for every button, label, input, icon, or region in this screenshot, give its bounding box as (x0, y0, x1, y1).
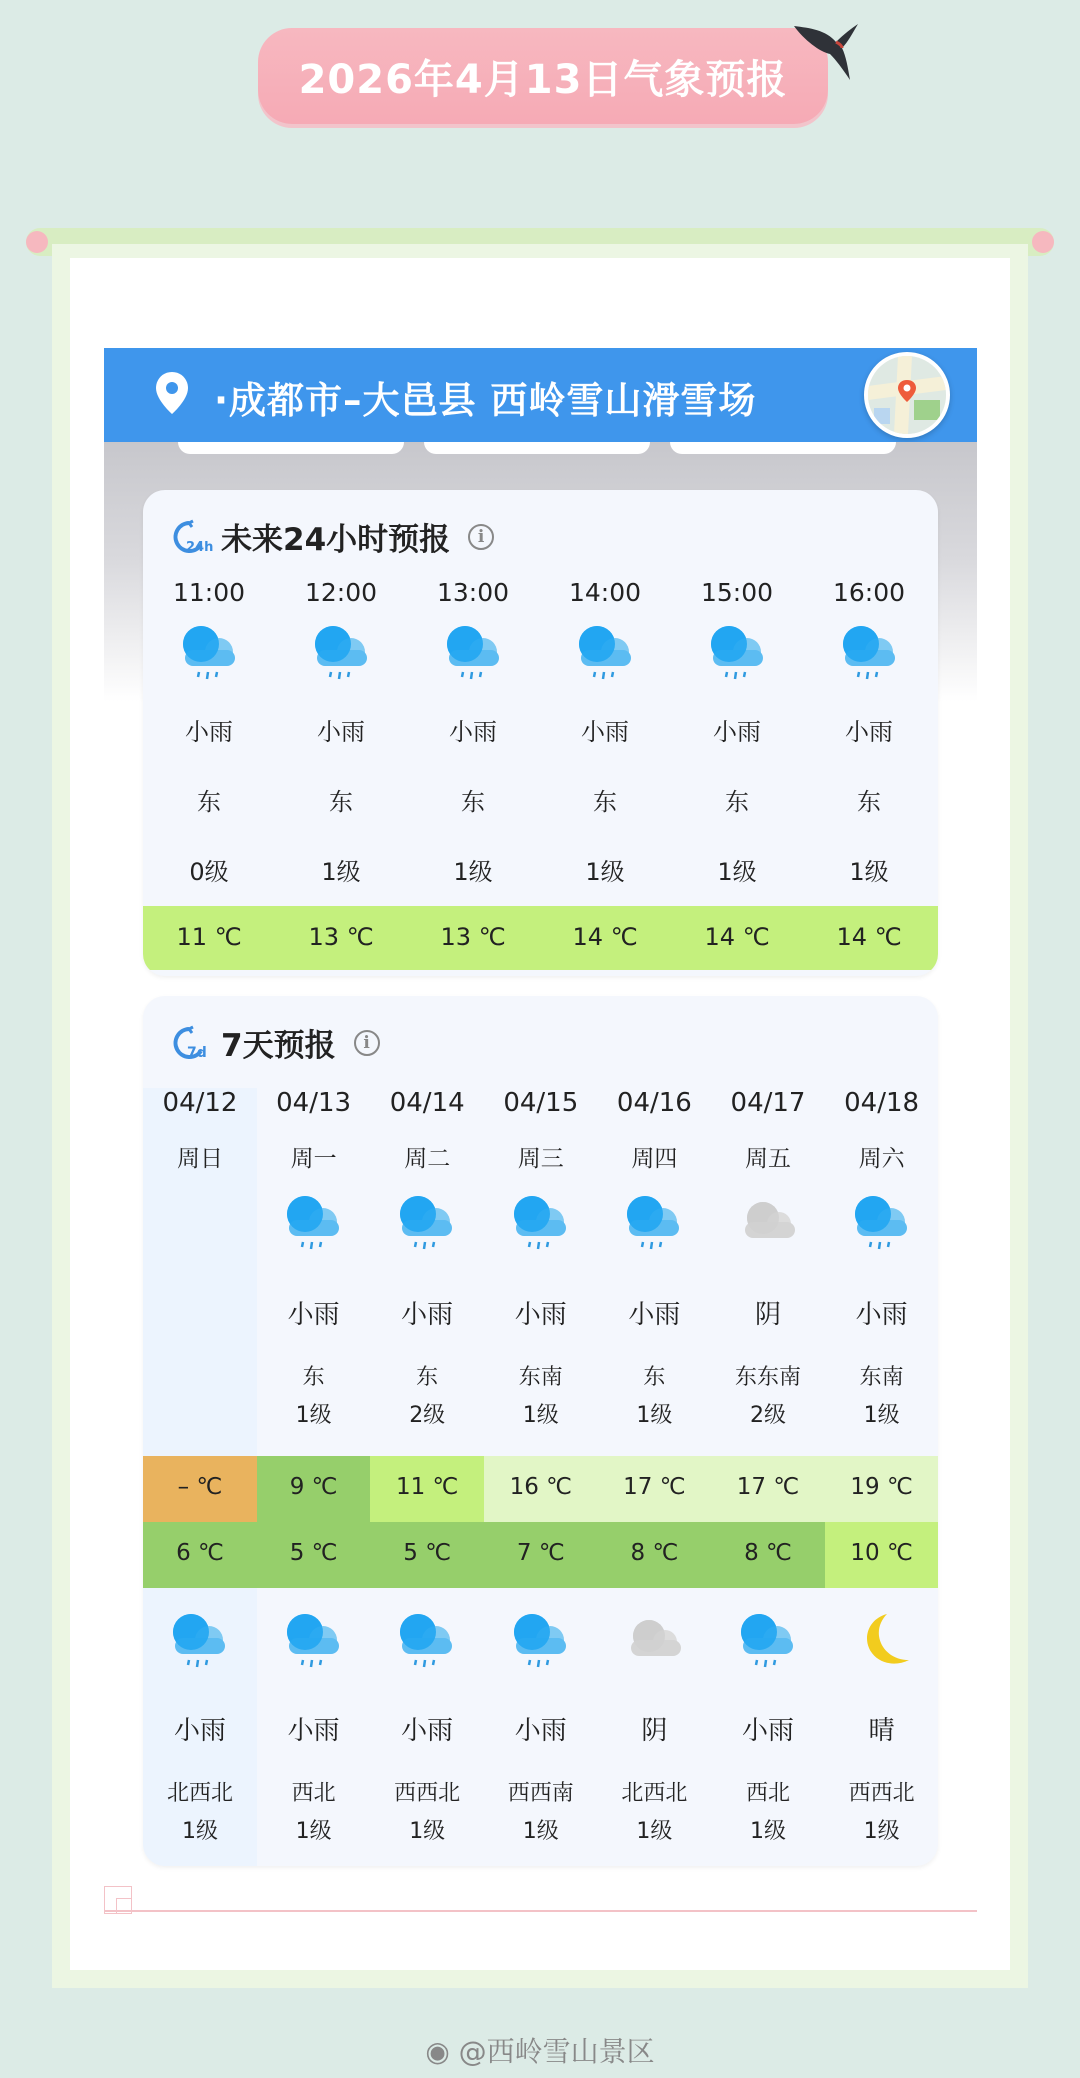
watermark-text: @西岭雪山景区 (458, 2035, 655, 2068)
night-wind-direction: 西西北 (848, 1781, 915, 1806)
day-wind-level: 1级 (522, 1403, 559, 1428)
day-weekday: 周二 (404, 1146, 451, 1172)
night-weather: 小雨 (514, 1716, 567, 1746)
hour-weather: 小雨 (185, 718, 233, 746)
corner-decoration (116, 1898, 132, 1914)
day-wind-direction: 东南 (859, 1365, 904, 1390)
night-wind-level: 1级 (636, 1819, 673, 1844)
day-wind-direction: 东南 (518, 1365, 563, 1390)
day-date: 04/13 (276, 1088, 352, 1118)
day-date: 04/18 (844, 1088, 920, 1118)
hour-wind-direction: 东 (593, 788, 617, 816)
rain-cloud-icon (307, 622, 377, 682)
location-tab-2[interactable] (424, 442, 650, 454)
hour-weather: 小雨 (317, 718, 365, 746)
hour-time: 16:00 (832, 578, 906, 607)
rain-cloud-icon (175, 622, 245, 682)
day-weather: 小雨 (287, 1300, 340, 1330)
badge-7d: 7d (187, 1044, 207, 1061)
hour-temp: 14 ℃ (836, 923, 902, 951)
night-wind-level: 1级 (863, 1819, 900, 1844)
swallow-icon (790, 20, 860, 84)
night-wind-direction: 西西南 (507, 1781, 574, 1806)
badge-24h: 24h (186, 539, 213, 555)
hour-wind-direction: 东 (197, 788, 221, 816)
night-wind-direction: 西西北 (394, 1781, 461, 1806)
page-title-text: 2026年4月13日气象预报 (298, 56, 788, 103)
hour-weather: 小雨 (581, 718, 629, 746)
hour-wind-level: 1级 (585, 858, 625, 886)
overcast-cloud-icon (619, 1610, 689, 1670)
day-weekday: 周五 (745, 1146, 791, 1172)
night-weather: 晴 (868, 1716, 895, 1746)
rain-cloud-icon (165, 1610, 235, 1670)
forecast-7d-header (171, 1020, 380, 1065)
night-wind-direction: 西北 (745, 1781, 790, 1806)
day-high-temp: 16 ℃ (484, 1456, 598, 1522)
day-wind-level: 1级 (636, 1403, 673, 1428)
night-wind-level: 1级 (182, 1819, 218, 1844)
forecast-7d-card (143, 996, 938, 1866)
rain-cloud-icon (279, 1610, 349, 1670)
info-icon[interactable]: i (354, 1030, 380, 1056)
page-title (258, 28, 828, 124)
crescent-moon-icon (847, 1610, 917, 1670)
forecast-7d-title: 7天预报 (221, 1028, 336, 1064)
night-wind-direction: 西北 (291, 1781, 336, 1806)
rain-cloud-icon (835, 622, 905, 682)
rain-cloud-icon (279, 1192, 349, 1252)
day-weekday: 周六 (858, 1146, 905, 1172)
day-weather: 小雨 (628, 1300, 681, 1330)
overcast-cloud-icon (733, 1192, 803, 1252)
rain-cloud-icon (506, 1192, 576, 1252)
day-wind-direction: 东 (416, 1365, 439, 1390)
hour-wind-level: 1级 (849, 858, 889, 886)
day-weekday: 周日 (177, 1146, 223, 1172)
day-weekday: 周一 (290, 1146, 337, 1172)
divider (104, 1910, 977, 1912)
hour-temp: 11 ℃ (176, 923, 242, 951)
hour-wind-level: 1级 (321, 858, 361, 886)
rain-cloud-icon (847, 1192, 917, 1252)
night-wind-level: 1级 (409, 1819, 446, 1844)
forecast-24h-header (171, 514, 494, 559)
day-wind-direction: 东 (302, 1365, 325, 1390)
night-weather: 小雨 (173, 1716, 226, 1746)
night-wind-level: 1级 (295, 1819, 332, 1844)
day-high-temp: – ℃ (143, 1456, 257, 1522)
day-weather: 小雨 (855, 1300, 908, 1330)
day-date: 04/17 (730, 1088, 806, 1118)
day-high-temp: 9 ℃ (257, 1456, 371, 1522)
forecast-24h-title: 未来24小时预报 (221, 522, 451, 558)
hour-temp: 13 ℃ (308, 923, 374, 951)
day-low-temp: 7 ℃ (484, 1522, 598, 1588)
location-tab-1[interactable] (178, 442, 404, 454)
hour-wind-direction: 东 (329, 788, 353, 816)
hourly-temp-row (143, 906, 938, 970)
day-low-temp: 10 ℃ (825, 1522, 938, 1588)
rain-cloud-icon (619, 1192, 689, 1252)
hour-time: 15:00 (700, 578, 774, 607)
day-wind-level: 1级 (863, 1403, 900, 1428)
map-icon (868, 356, 946, 434)
day-low-temp: 6 ℃ (143, 1522, 257, 1588)
hour-weather: 小雨 (449, 718, 497, 746)
rain-cloud-icon (571, 622, 641, 682)
day-wind-level: 2级 (750, 1403, 786, 1428)
rain-cloud-icon (439, 622, 509, 682)
day-high-temp: 11 ℃ (370, 1456, 484, 1522)
night-wind-direction: 北西北 (621, 1781, 688, 1806)
rain-cloud-icon (506, 1610, 576, 1670)
day-high-temp: 17 ℃ (597, 1456, 711, 1522)
calendar-7d-icon (171, 1025, 213, 1061)
hour-temp: 14 ℃ (704, 923, 770, 951)
day-weather: 阴 (754, 1300, 781, 1330)
night-weather: 小雨 (287, 1716, 340, 1746)
rain-cloud-icon (392, 1610, 462, 1670)
day-wind-level: 2级 (409, 1403, 446, 1428)
day-low-temp: 5 ℃ (370, 1522, 484, 1588)
day-low-temp: 5 ℃ (257, 1522, 371, 1588)
day-date: 04/14 (389, 1088, 465, 1118)
day-weather: 小雨 (514, 1300, 567, 1330)
scroll-knob-right (1032, 231, 1054, 253)
day-weekday: 周四 (631, 1146, 678, 1172)
hour-weather: 小雨 (845, 718, 893, 746)
day-low-temp: 8 ℃ (597, 1522, 711, 1588)
hour-time: 12:00 (304, 578, 378, 607)
scroll-knob-left (26, 231, 48, 253)
night-weather: 小雨 (741, 1716, 794, 1746)
hour-wind-direction: 东 (461, 788, 485, 816)
day-wind-direction: 东东南 (734, 1365, 801, 1390)
night-wind-direction: 北西北 (166, 1781, 233, 1806)
hour-weather: 小雨 (713, 718, 761, 746)
day-date: 04/15 (503, 1088, 579, 1118)
day-high-temp: 19 ℃ (825, 1456, 938, 1522)
info-icon[interactable]: i (468, 524, 494, 550)
day-weather: 小雨 (401, 1300, 454, 1330)
hour-wind-direction: 东 (857, 788, 881, 816)
hour-wind-direction: 东 (725, 788, 749, 816)
rain-cloud-icon (392, 1192, 462, 1252)
hour-time: 11:00 (172, 578, 246, 607)
night-wind-level: 1级 (522, 1819, 559, 1844)
hour-temp: 14 ℃ (572, 923, 638, 951)
weibo-icon: ◉ (425, 2035, 459, 2068)
hour-wind-level: 1级 (717, 858, 757, 886)
day-low-temp: 8 ℃ (711, 1522, 825, 1588)
night-weather: 阴 (641, 1716, 668, 1746)
day-date: 04/16 (616, 1088, 692, 1118)
day-high-temp: 17 ℃ (711, 1456, 825, 1522)
hour-wind-level: 0级 (189, 858, 229, 886)
day-date: 04/12 (162, 1088, 238, 1118)
hour-time: 14:00 (568, 578, 642, 607)
day-wind-direction: 东 (643, 1365, 666, 1390)
day-wind-level: 1级 (295, 1403, 332, 1428)
rain-cloud-icon (703, 622, 773, 682)
hour-temp: 13 ℃ (440, 923, 506, 951)
rain-cloud-icon (733, 1610, 803, 1670)
day-weekday: 周三 (517, 1146, 564, 1172)
location-bar[interactable] (104, 348, 977, 442)
location-text: ·成都市–大邑县 西岭雪山滑雪场 (214, 379, 757, 422)
night-weather: 小雨 (401, 1716, 454, 1746)
clock-24h-icon (171, 519, 213, 555)
hour-wind-level: 1级 (453, 858, 493, 886)
forecast-24h-card (143, 490, 938, 976)
weibo-watermark (0, 2030, 1080, 2070)
night-wind-level: 1级 (750, 1819, 786, 1844)
location-pin-icon (154, 370, 190, 416)
hour-time: 13:00 (436, 578, 510, 607)
location-tab-3[interactable] (670, 442, 896, 454)
map-button[interactable] (864, 352, 950, 438)
